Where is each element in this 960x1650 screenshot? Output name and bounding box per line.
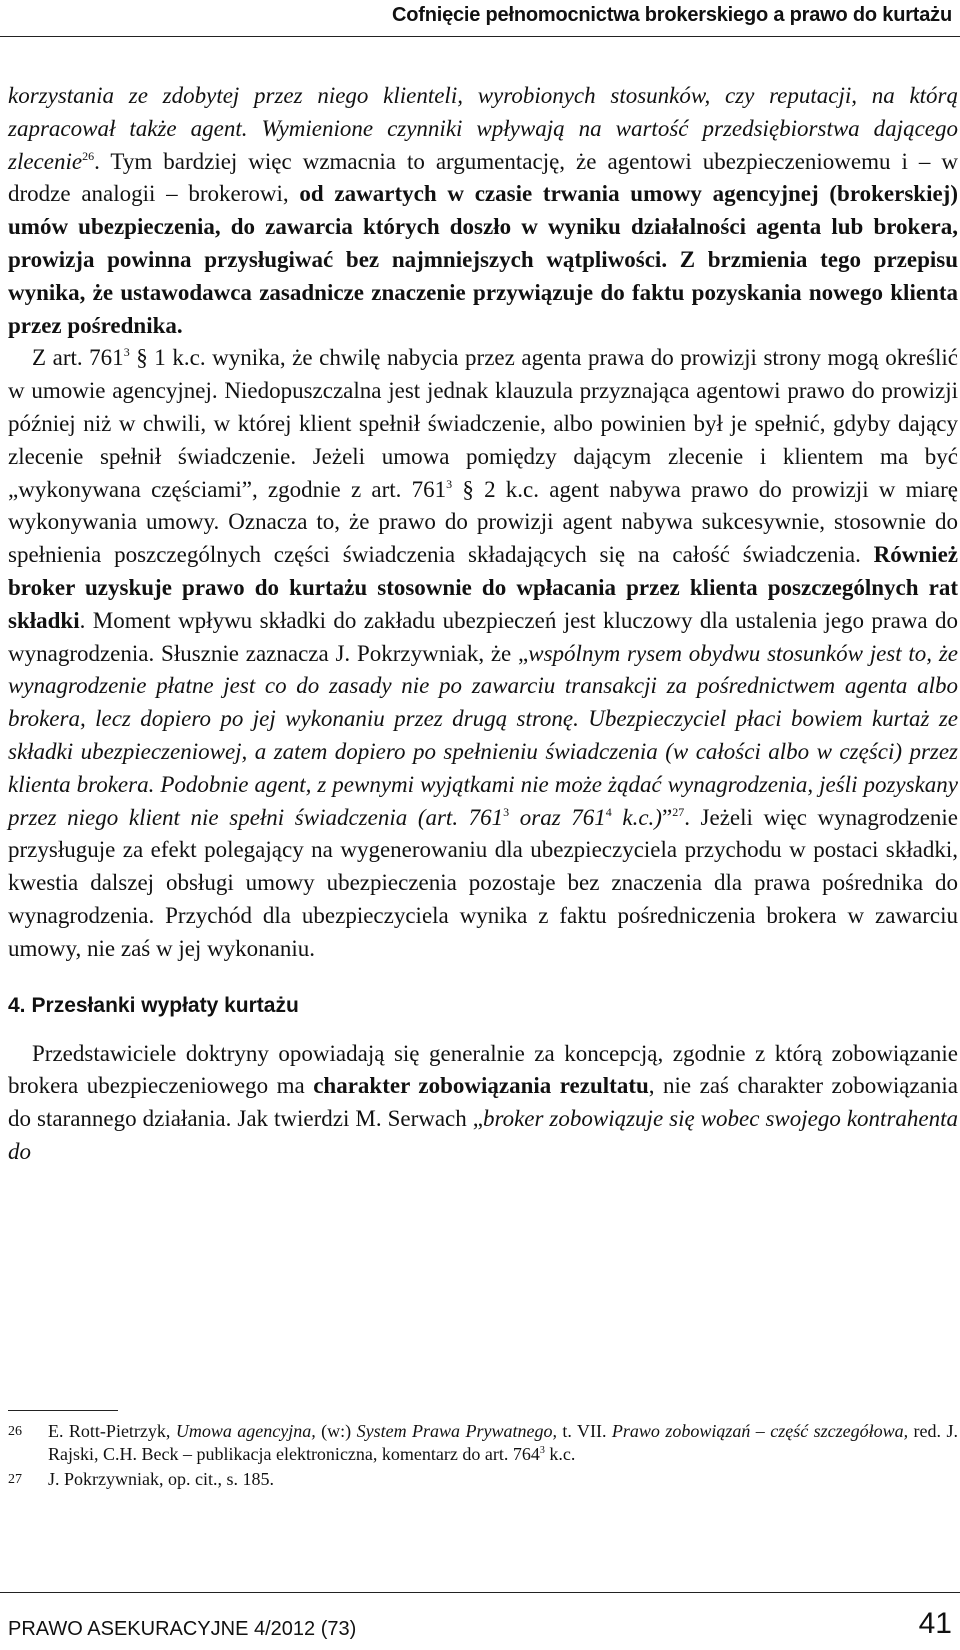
text-span: § 2 k.c. agent nabywa prawo do prowizji w miarę wykonywania umowy. Oznacza to, że prawo do prowizji agent nabywa sukcesywnie, stosownie do spełnienia poszczególnych części świadczenia składających się na całość świadczenia.: [8, 476, 958, 568]
footnote-number: 27: [8, 1472, 22, 1487]
text-span: § 1 k.c. wynika, że chwilę nabycia przez agenta prawa do prowizji strony mogą określić w umowie agencyjnej. Niedopuszczalna jest jednak klauzula przyznająca agentowi prawo do prowizji później niż w chwili, w której klient spełnił świadczenie, albo powinien był je spełnić, gdyby dający zlecenie spełnił świadczenie. Jeżeli umowa pomiędzy dającym zlecenie i klientem ma być „wykonywana częściami”, zgodnie z art. 761: [8, 345, 959, 502]
footnote-rule: [8, 1410, 118, 1411]
closing-quote: ”: [661, 804, 673, 830]
text-span: , nie zaś charakter zobowiązania do starannego działania. Jak twierdzi M. Serwach „: [8, 1073, 958, 1132]
running-title: Cofnięcie pełnomocnictwa brokerskiego a prawo do kurtażu: [391, 3, 952, 26]
text-span: red. J. Rajski, C.H. Beck – publikacja elektroniczna, komentarz do art. 764: [48, 1421, 958, 1464]
italic-quote: broker zobowiązuje się wobec swojego kontrahenta do: [8, 1106, 958, 1164]
footnote-ref-26[interactable]: 26: [82, 148, 95, 163]
italic-quote: wspólnym rysem obydwu stosunków jest to, że wynagrodzenie płatne jest co do zasady nie po zawarciu transakcji za pośrednictwem agenta albo brokera, lecz dopiero po jej wykonaniu przez drugą stronę. Ubezpieczyciel płaci bowiem kurtaż ze składki ubezpieczeniowej, a zatem dopiero po spełnieniu świadczenia (w całości albo w części) przez klienta brokera. Podobnie agent, z pewnymi wyjątkami nie może żądać wynagrodzenia, jeśli pozyskany przez niego klient nie spełni świadczenia (art. 761: [8, 640, 958, 830]
footnote-text: J. Pokrzywniak, op. cit., s. 185.: [48, 1469, 274, 1489]
text-span: k.c.: [544, 1444, 576, 1464]
italic-quote: oraz 761: [509, 804, 606, 830]
italic-quote: k.c.): [611, 804, 662, 830]
footer-rule: [0, 1592, 960, 1593]
paragraph-1: [8, 80, 958, 342]
text-span: Z art. 761: [32, 345, 124, 371]
text-span: Przedstawiciele doktryny opowiadają się generalnie za koncepcją, zgodnie z którą zobowiązanie brokera ubezpieczeniowego ma: [8, 1040, 958, 1099]
superscript: 3: [539, 1445, 545, 1456]
footnote-27: [8, 1468, 958, 1491]
page-number: 41: [918, 1607, 952, 1640]
superscript: 3: [123, 345, 130, 360]
text-span: . Jeżeli więc wynagrodzenie przysługuje za efekt polegający na wygenerowaniu dla ubezpieczyciela przychodu w postaci składki, kwestia dalszej obsługi umowy ubezpieczenia pozostaje bez znaczenia dla prawa pośrednika do wynagrodzenia. Przychód dla ubezpieczyciela wynika z faktu pośredniczenia brokera w zawarciu umowy, nie zaś w jej wykonaniu.: [8, 804, 958, 961]
superscript: 3: [503, 804, 510, 819]
italic-text: Prawo zobowiązań – część szczegółowa,: [611, 1421, 909, 1441]
text-span: t. VII.: [556, 1421, 612, 1441]
text-span: . Moment wpływu składki do zakładu ubezpieczeń jest kluczowy dla ustalenia jego prawa do wynagrodzenia. Słusznie zaznacza J. Pokrzywniak, że „: [8, 607, 958, 666]
superscript: 4: [605, 804, 612, 819]
bold-text: Również broker uzyskuje prawo do kurtażu stosownie do wpłacania przez klienta poszczególnych rat składki: [8, 542, 958, 633]
footnote-text: [48, 1420, 958, 1466]
paragraph-3: [8, 1038, 958, 1169]
journal-name: PRAWO ASEKURACYJNE 4/2012 (73): [8, 1618, 357, 1640]
text-span: (w:): [315, 1421, 357, 1441]
footnotes: [8, 1420, 958, 1493]
superscript: 3: [446, 476, 453, 491]
text-span: E. Rott-Pietrzyk,: [48, 1421, 176, 1441]
section-number: 4.: [8, 993, 26, 1017]
bold-text: charakter zobowiązania rezultatu: [313, 1073, 649, 1099]
footnote-26: [8, 1420, 958, 1466]
page-footer: [8, 1605, 952, 1641]
italic-text: korzystania ze zdobytej przez niego klienteli, wyrobionych stosunków, czy reputacji, na którą zapracował także agent. Wymienione czynniki wpływają na wartość przedsiębiorstwa dającego zlecenie: [8, 83, 958, 174]
footnote-ref-27[interactable]: 27: [672, 804, 685, 819]
main-text: [8, 80, 958, 1169]
paragraph-2: [8, 342, 958, 965]
italic-text: Umowa agencyjna,: [175, 1421, 316, 1441]
text-span: . Tym bardziej więc wzmacnia to argumentację, że agentowi ubezpieczeniowemu i – w drodze analogii – brokerowi,: [8, 148, 958, 207]
bold-text: od zawartych w czasie trwania umowy agencyjnej (brokerskiej) umów ubezpieczenia, do zawarcia których doszło w wyniku działalności agenta lub brokera, prowizja powinna przysługiwać bez najmniejszych wątpliwości. Z brzmienia tego przepisu wynika, że ustawodawca zasadnicze znaczenie przywiązuje do faktu pozyskania nowego klienta przez pośrednika.: [8, 181, 958, 338]
section-title: Przesłanki wypłaty kurtażu: [31, 993, 299, 1017]
running-header: [8, 0, 952, 30]
italic-text: System Prawa Prywatnego,: [356, 1421, 557, 1441]
section-heading: [8, 992, 958, 1020]
header-rule: [0, 36, 960, 37]
footnote-number: 26: [8, 1424, 22, 1439]
